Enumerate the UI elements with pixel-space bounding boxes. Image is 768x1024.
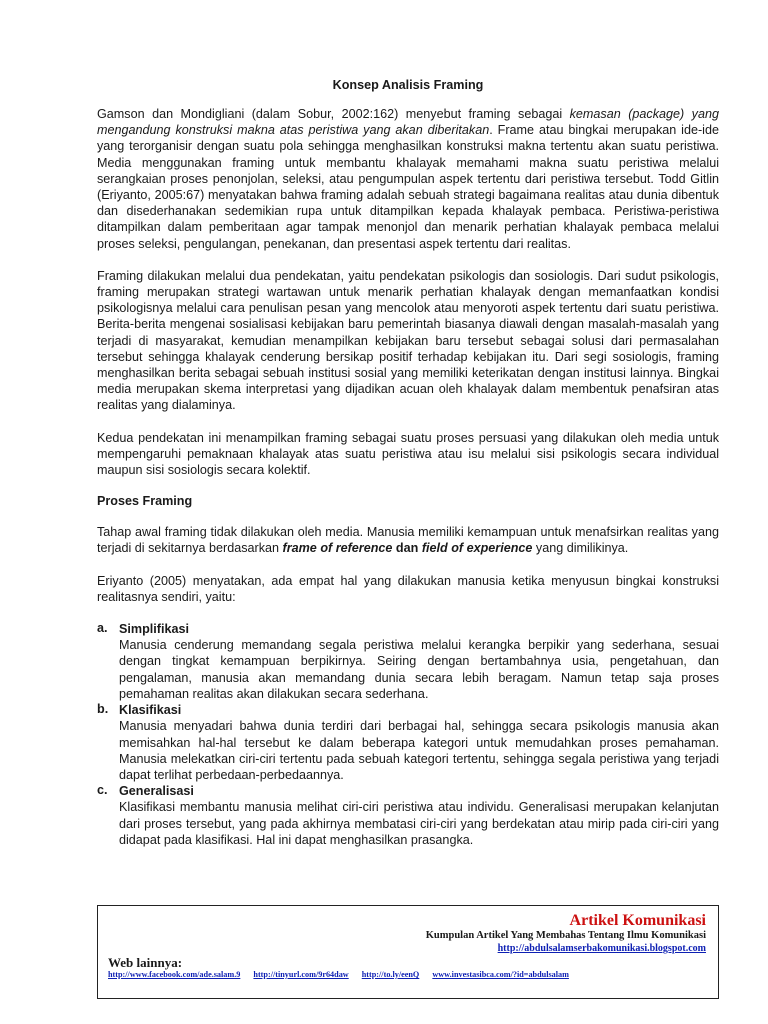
footer-link-investasibca[interactable]: www.investasibca.com/?id=abdulsalam [432,970,569,979]
paragraph-4-term-2: field of experience [421,541,533,556]
article-body [97,78,719,848]
footer-title: Artikel Komunikasi [569,912,706,929]
paragraph-1-text-a: Gamson dan Mondigliani (dalam Sobur, 2002:162) menyebut framing sebagai [97,107,570,121]
ordered-list [97,621,719,848]
list-item-heading: Klasifikasi [119,703,182,718]
paragraph-2: Framing dilakukan melalui dua pendekatan, yaitu pendekatan psikologis dan sosiologis. Dari sudut psikologis, framing merupakan strategi wartawan untuk menarik perhatian khalayak dengan memanfaatkan kondisi psikologisnya melalui cara penulisan pesan yang mencolok atau menyoroti aspek tertentu dari suatu peristiwa. Berita-berita mengenai sosialisasi kebijakan baru pemerintah biasanya diawali dengan masalah-masalah yang terjadi di masyarakat, kemudian menampilkan kebijakan baru tersebut sebagai solusi dari permasalahan tersebut sehingga khalayak cenderung bersikap positif terhadap kebijakan itu. Dari segi sosiologis, framing menghasilkan berita sebagai sebuah institusi sosial yang memiliki keterikatan dengan institusi lainnya. Bingkai media merupakan skema interpretasi yang dijadikan acuan oleh khalayak dalam membentuk penafsiran atas realitas yang dialaminya. [97,268,719,413]
paragraph-1-text-c: . Frame atau bingkai merupakan ide-ide yang terorganisir dengan suatu pola sehingga menghasilkan konstruksi makna tertentu akan suatu peristiwa. Media menggunakan framing untuk membantu khalayak memahami makna suatu peristiwa melalui serangkaian proses penonjolan, seleksi, atau pengumpulan aspek tertentu dari peristiwa tersebut. Todd Gitlin (Eriyanto, 2005:67) menyatakan bahwa framing adalah sebuah strategi bagaimana realitas atau dunia dibentuk dan disederhanakan sedemikian rupa untuk ditampilkan kepada khalayak pembaca. Peristiwa-peristiwa ditampilkan dalam pemberitaan agar tampak menonjol dan menarik perhatian khalayak pembaca melalui proses seleksi, pengulangan, penekanan, dan presentasi aspek tertentu dari realitas. [97,123,719,251]
page-title: Konsep Analisis Framing [332,78,484,92]
list-item-body: Klasifikasi membantu manusia melihat ciri-ciri peristiwa atau individu. Generalisasi merupakan kelanjutan dari proses tersebut, yang pada akhirnya membatasi ciri-ciri yang berdekatan atau mirip pada ciri-ciri yang didapat pada klasifikasi. Hal ini dapat menghasilkan prasangka. [119,800,719,847]
list-item-body: Manusia menyadari bahwa dunia terdiri dari berbagai hal, sehingga secara psikologis manusia akan memisahkan hal-hal tersebut ke dalam beberapa kategori untuk memudahkan proses pemahaman. Manusia melekatkan ciri-ciri tertentu pada sebuah kategori tertentu, sehingga segala peristiwa yang terjadi dapat terlihat perbedaan-perbedaannya. [119,719,719,782]
section-heading: Proses Framing [97,494,193,509]
footer-web-label: Web lainnya: [108,955,183,970]
paragraph-3: Kedua pendekatan ini menampilkan framing sebagai suatu proses persuasi yang dilakukan oleh media untuk mempengaruhi pemaknaan khalayak atas suatu peristiwa atau isu melalui sisi psikologis secara individual maupun sisi sosiologis secara kolektif. [97,430,719,478]
footer-subtitle: Kumpulan Artikel Yang Membahas Tentang Ilmu Komunikasi [425,930,706,941]
paragraph-4-text-e: yang dimilikinya. [532,541,629,556]
list-marker: b. [97,702,109,717]
paragraph-4-text-c: dan [392,541,422,556]
paragraph-4-text-a: Tahap awal framing tidak dilakukan oleh media. Manusia memiliki kemampuan untuk menafsirkan realitas yang terjadi di sekitarnya berdasarkan [97,525,719,556]
footer-blog-link[interactable]: http://abdulsalamserbakomunikasi.blogspot.com [497,943,706,954]
footer-link-facebook[interactable]: http://www.facebook.com/ade.salam.9 [108,970,241,979]
paragraph-4-term-1: frame of reference [282,541,393,556]
list-marker: a. [97,621,108,636]
list-item-body: Manusia cenderung memandang segala peristiwa melalui kerangka berpikir yang sederhana, sesuai dengan tingkat kemampuan berpikirnya. Seiring dengan bertambahnya usia, pengetahuan, dan pengalaman, manusia akan memandang dunia secara lebih beragam. Namun tetap saja proses pemahaman realitas akan dilakukan secara sederhana. [119,638,719,701]
paragraph-4 [97,524,719,556]
footer-box [97,905,719,999]
list-item [97,702,719,783]
list-item-heading: Simplifikasi [119,622,189,637]
list-item [97,783,719,848]
footer-link-toly[interactable]: http://to.ly/eenQ [361,970,420,979]
list-item [97,621,719,702]
footer-links [108,970,580,979]
paragraph-1 [97,106,719,252]
list-item-heading: Generalisasi [119,784,194,799]
paragraph-1-italic: kemasan (package) yang mengandung konstruksi makna atas peristiwa yang akan diberitakan [97,107,719,138]
footer-link-tinyurl[interactable]: http://tinyurl.com/9r64daw [253,970,349,979]
list-marker: c. [97,783,108,798]
paragraph-5: Eriyanto (2005) menyatakan, ada empat hal yang dilakukan manusia ketika menyusun bingkai konstruksi realitasnya sendiri, yaitu: [97,573,719,604]
